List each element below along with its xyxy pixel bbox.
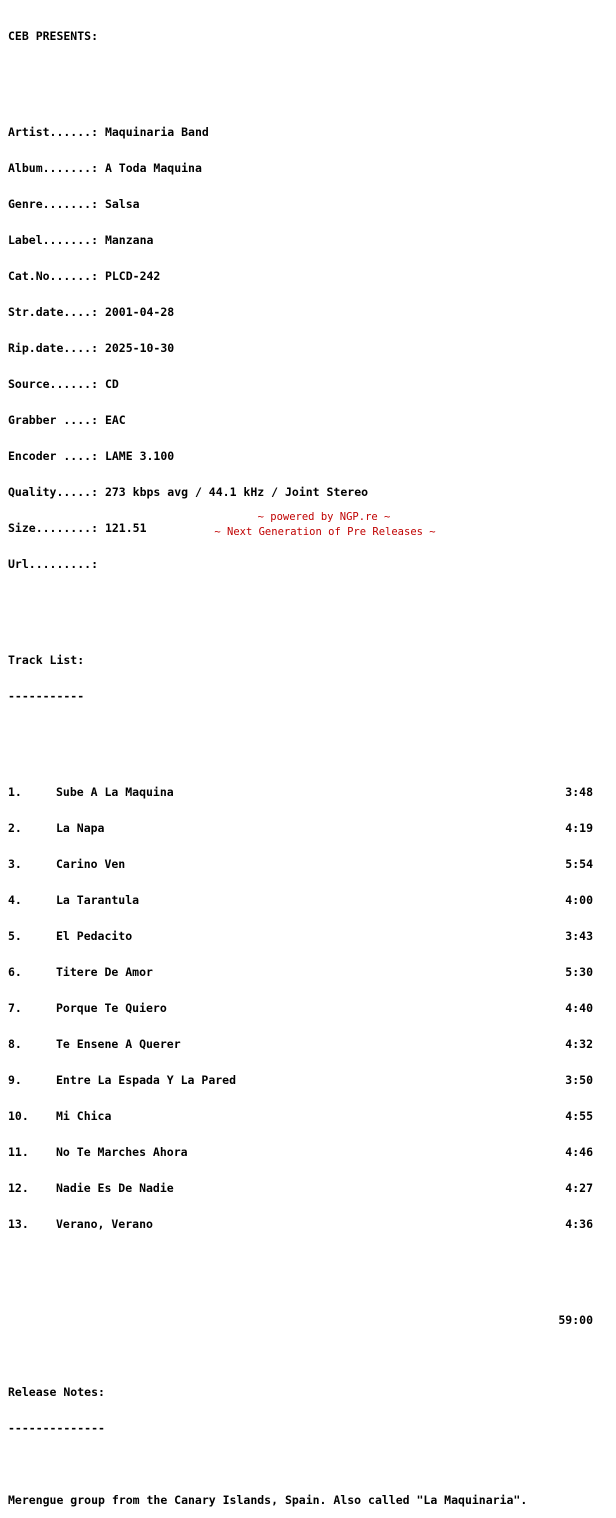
track-row: [8, 1146, 612, 1158]
track-title: El Pedacito: [56, 929, 133, 943]
track-number: 10.: [8, 1109, 29, 1123]
track-length: 4:00: [565, 893, 593, 907]
track-number: 12.: [8, 1181, 29, 1195]
track-length: 4:32: [565, 1037, 593, 1051]
track-length: 4:40: [565, 1001, 593, 1015]
spacer: [8, 1350, 612, 1362]
info-value: PLCD-242: [104, 269, 161, 283]
release-notes-underline-text: --------------: [8, 1421, 105, 1435]
track-length: 5:30: [565, 965, 593, 979]
info-value: EAC: [104, 413, 126, 427]
track-title: La Napa: [56, 821, 105, 835]
info-value: LAME 3.100: [104, 449, 175, 463]
track-number: 6.: [8, 965, 22, 979]
track-row: [8, 1110, 612, 1122]
track-row: [8, 1182, 612, 1194]
track-title: No Te Marches Ahora: [56, 1145, 188, 1159]
track-length: 3:43: [565, 929, 593, 943]
info-key: Album.......:: [8, 161, 99, 175]
track-number: 11.: [8, 1145, 29, 1159]
release-notes-underline: [8, 1422, 612, 1434]
tracklist-heading: [8, 654, 612, 666]
tracklist-underline: [8, 690, 612, 702]
spacer: [8, 618, 612, 630]
track-number: 7.: [8, 1001, 22, 1015]
tracklist-underline-text: -----------: [8, 689, 85, 703]
release-notes-body: [8, 1494, 612, 1506]
release-notes-title: Release Notes:: [8, 1385, 105, 1399]
track-length: 3:50: [565, 1073, 593, 1087]
track-row: [8, 822, 612, 834]
release-notes-text: Merengue group from the Canary Islands, Spain. Also called "La Maquinaria".: [8, 1493, 528, 1507]
info-key: Genre.......:: [8, 197, 99, 211]
info-key: Grabber ....:: [8, 413, 99, 427]
info-row: [8, 198, 612, 210]
track-row: [8, 786, 612, 798]
footer: [0, 510, 616, 540]
info-key: Size........:: [8, 521, 99, 535]
track-length: 4:36: [565, 1217, 593, 1231]
track-number: 13.: [8, 1217, 29, 1231]
info-key: Quality.....:: [8, 485, 99, 499]
track-length: 5:54: [565, 857, 593, 871]
track-number: 9.: [8, 1073, 22, 1087]
footer-powered-by: ~ powered by NGP.re ~: [257, 511, 391, 523]
track-number: 5.: [8, 929, 22, 943]
track-length: 4:46: [565, 1145, 593, 1159]
info-key: Str.date....:: [8, 305, 99, 319]
track-row: [8, 858, 612, 870]
info-value: Maquinaria Band: [104, 125, 209, 139]
info-value: 2025-10-30: [104, 341, 175, 355]
info-row: [8, 558, 612, 570]
track-row: [8, 1038, 612, 1050]
info-value: Manzana: [104, 233, 154, 247]
track-number: 2.: [8, 821, 22, 835]
footer-tagline: ~ Next Generation of Pre Releases ~: [214, 526, 436, 538]
track-title: La Tarantula: [56, 893, 140, 907]
presents-header: CEB PRESENTS:: [8, 29, 99, 43]
track-title: Carino Ven: [56, 857, 126, 871]
info-row: [8, 342, 612, 354]
track-number: 4.: [8, 893, 22, 907]
track-number: 8.: [8, 1037, 22, 1051]
track-row: [8, 894, 612, 906]
track-title: Mi Chica: [56, 1109, 112, 1123]
spacer: [8, 66, 612, 78]
track-length: 4:27: [565, 1181, 593, 1195]
track-number: 3.: [8, 857, 22, 871]
info-row: [8, 306, 612, 318]
release-notes-heading: [8, 1386, 612, 1398]
info-row: [8, 414, 612, 426]
track-title: Titere De Amor: [56, 965, 153, 979]
spacer: [8, 1458, 612, 1470]
track-title: Porque Te Quiero: [56, 1001, 167, 1015]
track-length: 4:19: [565, 821, 593, 835]
track-title: Sube A La Maquina: [56, 785, 174, 799]
info-value: CD: [104, 377, 119, 391]
tracklist-title: Track List:: [8, 653, 85, 667]
track-length: 3:48: [565, 785, 593, 799]
track-title: Entre La Espada Y La Pared: [56, 1073, 237, 1087]
track-title: Nadie Es De Nadie: [56, 1181, 174, 1195]
track-row: [8, 930, 612, 942]
info-row: [8, 378, 612, 390]
info-row: [8, 126, 612, 138]
track-row: [8, 1074, 612, 1086]
info-key: Artist......:: [8, 125, 99, 139]
info-key: Rip.date....:: [8, 341, 99, 355]
track-title: Te Ensene A Querer: [56, 1037, 181, 1051]
info-value: A Toda Maquina: [104, 161, 202, 175]
info-row: [8, 486, 612, 498]
info-value: 273 kbps avg / 44.1 kHz / Joint Stereo: [104, 485, 369, 499]
info-row: [8, 162, 612, 174]
header-line: [8, 30, 612, 42]
track-list: [8, 762, 612, 1254]
info-key: Cat.No......:: [8, 269, 99, 283]
track-row: [8, 1002, 612, 1014]
info-key: Url.........:: [8, 557, 99, 571]
info-row: [8, 234, 612, 246]
info-row: [8, 450, 612, 462]
track-row: [8, 966, 612, 978]
info-row: [8, 270, 612, 282]
nfo-document: [8, 6, 612, 1518]
spacer: [8, 1278, 612, 1290]
spacer: [8, 726, 612, 738]
info-value: Salsa: [104, 197, 140, 211]
track-title: Verano, Verano: [56, 1217, 153, 1231]
track-row: [8, 1218, 612, 1230]
info-value: 2001-04-28: [104, 305, 175, 319]
info-value: 121.51: [104, 521, 147, 535]
track-number: 1.: [8, 785, 22, 799]
info-key: Source......:: [8, 377, 99, 391]
track-length: 4:55: [565, 1109, 593, 1123]
info-key: Label.......:: [8, 233, 99, 247]
info-key: Encoder ....:: [8, 449, 99, 463]
total-length: 59:00: [558, 1313, 593, 1327]
